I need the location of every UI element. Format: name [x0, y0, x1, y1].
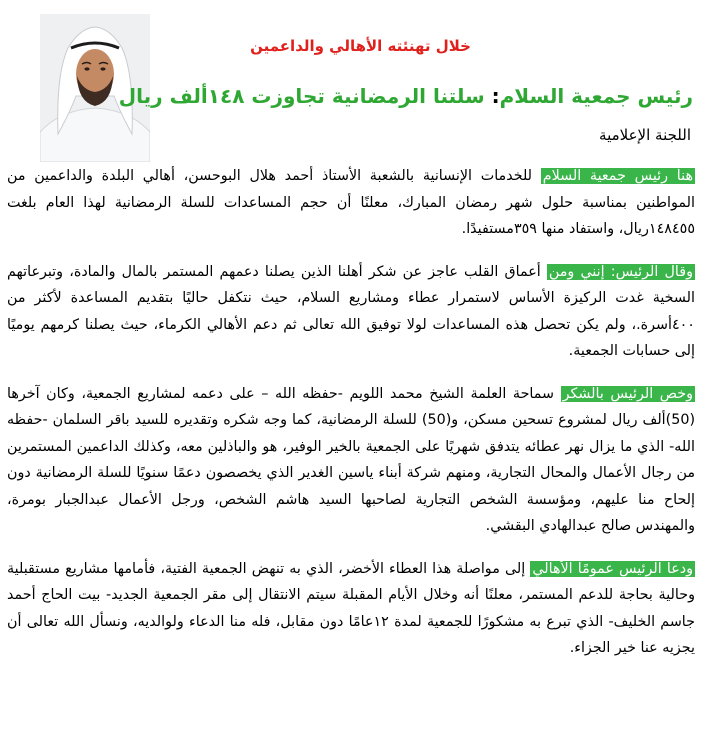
- paragraph-text: إلى مواصلة هذا العطاء الأخضر، الذي به تنهض الجمعية الفتية، فأمامها مشاريع مستقبلية وحالية بحاجة للدعم المستمر، معلنًا أنه وخلال الأيام المقبلة سيتم الانتقال إلى مقر الجمعية الجديد- بيت الحاج أحمد جاسم الخليف- الذي تبرع به مشكورًا للجمعية لمدة ١٢عامًا دون مقابل، فله منا الدعاء ولوالديه، ونسأل الله تعالى أن يجزيه عنا خير الجزاء.: [7, 560, 695, 656]
- paragraph-lead-highlight: ودعا الرئيس عمومًا الأهالي: [532, 560, 693, 577]
- headline-statement: سلتنا الرمضانية تجاوزت ١٤٨ألف ريال: [118, 84, 492, 108]
- headline-colon: :: [491, 84, 500, 108]
- paragraph-text: أعماق القلب عاجز عن شكر أهلنا الذين يصلنا دعمهم المستمر بالمال والمادة، وتبرعاتهم السخية غدت الركيزة الأساس لاستمرار عطاء ومشاريع السلام، حيث نتكفل حاليًا بتقديم المساعدة لأكثر من ٤٠٠أسرة.، ولم يكن تحصل هذه المساعدات لولا توفيق الله تعالى ثم دعم الأهالي الكرماء، حيث يصلنا كرمهم يوميًا إلى حسابات الجمعية.: [7, 263, 695, 359]
- article-byline: اللجنة الإعلامية: [599, 126, 691, 144]
- paragraph-lead-highlight: وقال الرئيس: إنني ومن: [548, 263, 693, 280]
- paragraph-lead-highlight: وخص الرئيس بالشكر: [562, 385, 694, 402]
- paragraph-congratulation: [7, 163, 695, 243]
- paragraph-call-to-residents: [7, 556, 695, 662]
- article-headline: [119, 84, 693, 108]
- paragraph-lead-highlight: هنأ رئيس جمعية السلام: [542, 168, 693, 184]
- paragraph-text: سماحة العلمة الشيخ محمد اللويم -حفظه الله – على دعمه لمشاريع الجمعية، وكان آخرها (50)ألف ريال لمشروع تسحين مسكن، و(50) للسلة الرمضانية، كما وجه شكره وتقديره للسيد باقر السلمان -حفظه الله- الذي ما يزال نهر عطائه يتدفق شهريًا على الجمعية بالخير الوفير، هو والباذلين معه، وكذلك الداعمين المستمرين من رجال الأعمال والمحال التجارية، ومنهم شركة أبناء ياسين الغدير الذي يخصصون دعمًا سنويًا للسلة الرمضانية دون إلحاح منا عليهم، ومؤسسة الشخص التجارية لصاحبها السيد هاشم الشخص، ورجل الأعمال عبدالجبار بومرة، والمهندس صالح عبدالهادي البقشي.: [7, 385, 696, 534]
- paragraph-gratitude: [7, 259, 695, 365]
- paragraph-text: للخدمات الإنسانية بالشعبة الأستاذ أحمد هلال البوحسن، أهالي البلدة والداعمين من المواطنين بمناسبة حلول شهر رمضان المبارك، معلنًا أن حجم المساعدات للسلة الرمضانية لهذا العام بلغت ١٤٨٤٥٥ريال، واستفاد منها ٣٥٩مستفيدًا.: [7, 168, 695, 237]
- article-subtitle: خلال تهنئته الأهالي والداعمين: [250, 37, 471, 55]
- article-body: [7, 163, 695, 678]
- paragraph-special-thanks: [7, 381, 695, 540]
- headline-organization: رئيس جمعية السلام: [499, 84, 693, 108]
